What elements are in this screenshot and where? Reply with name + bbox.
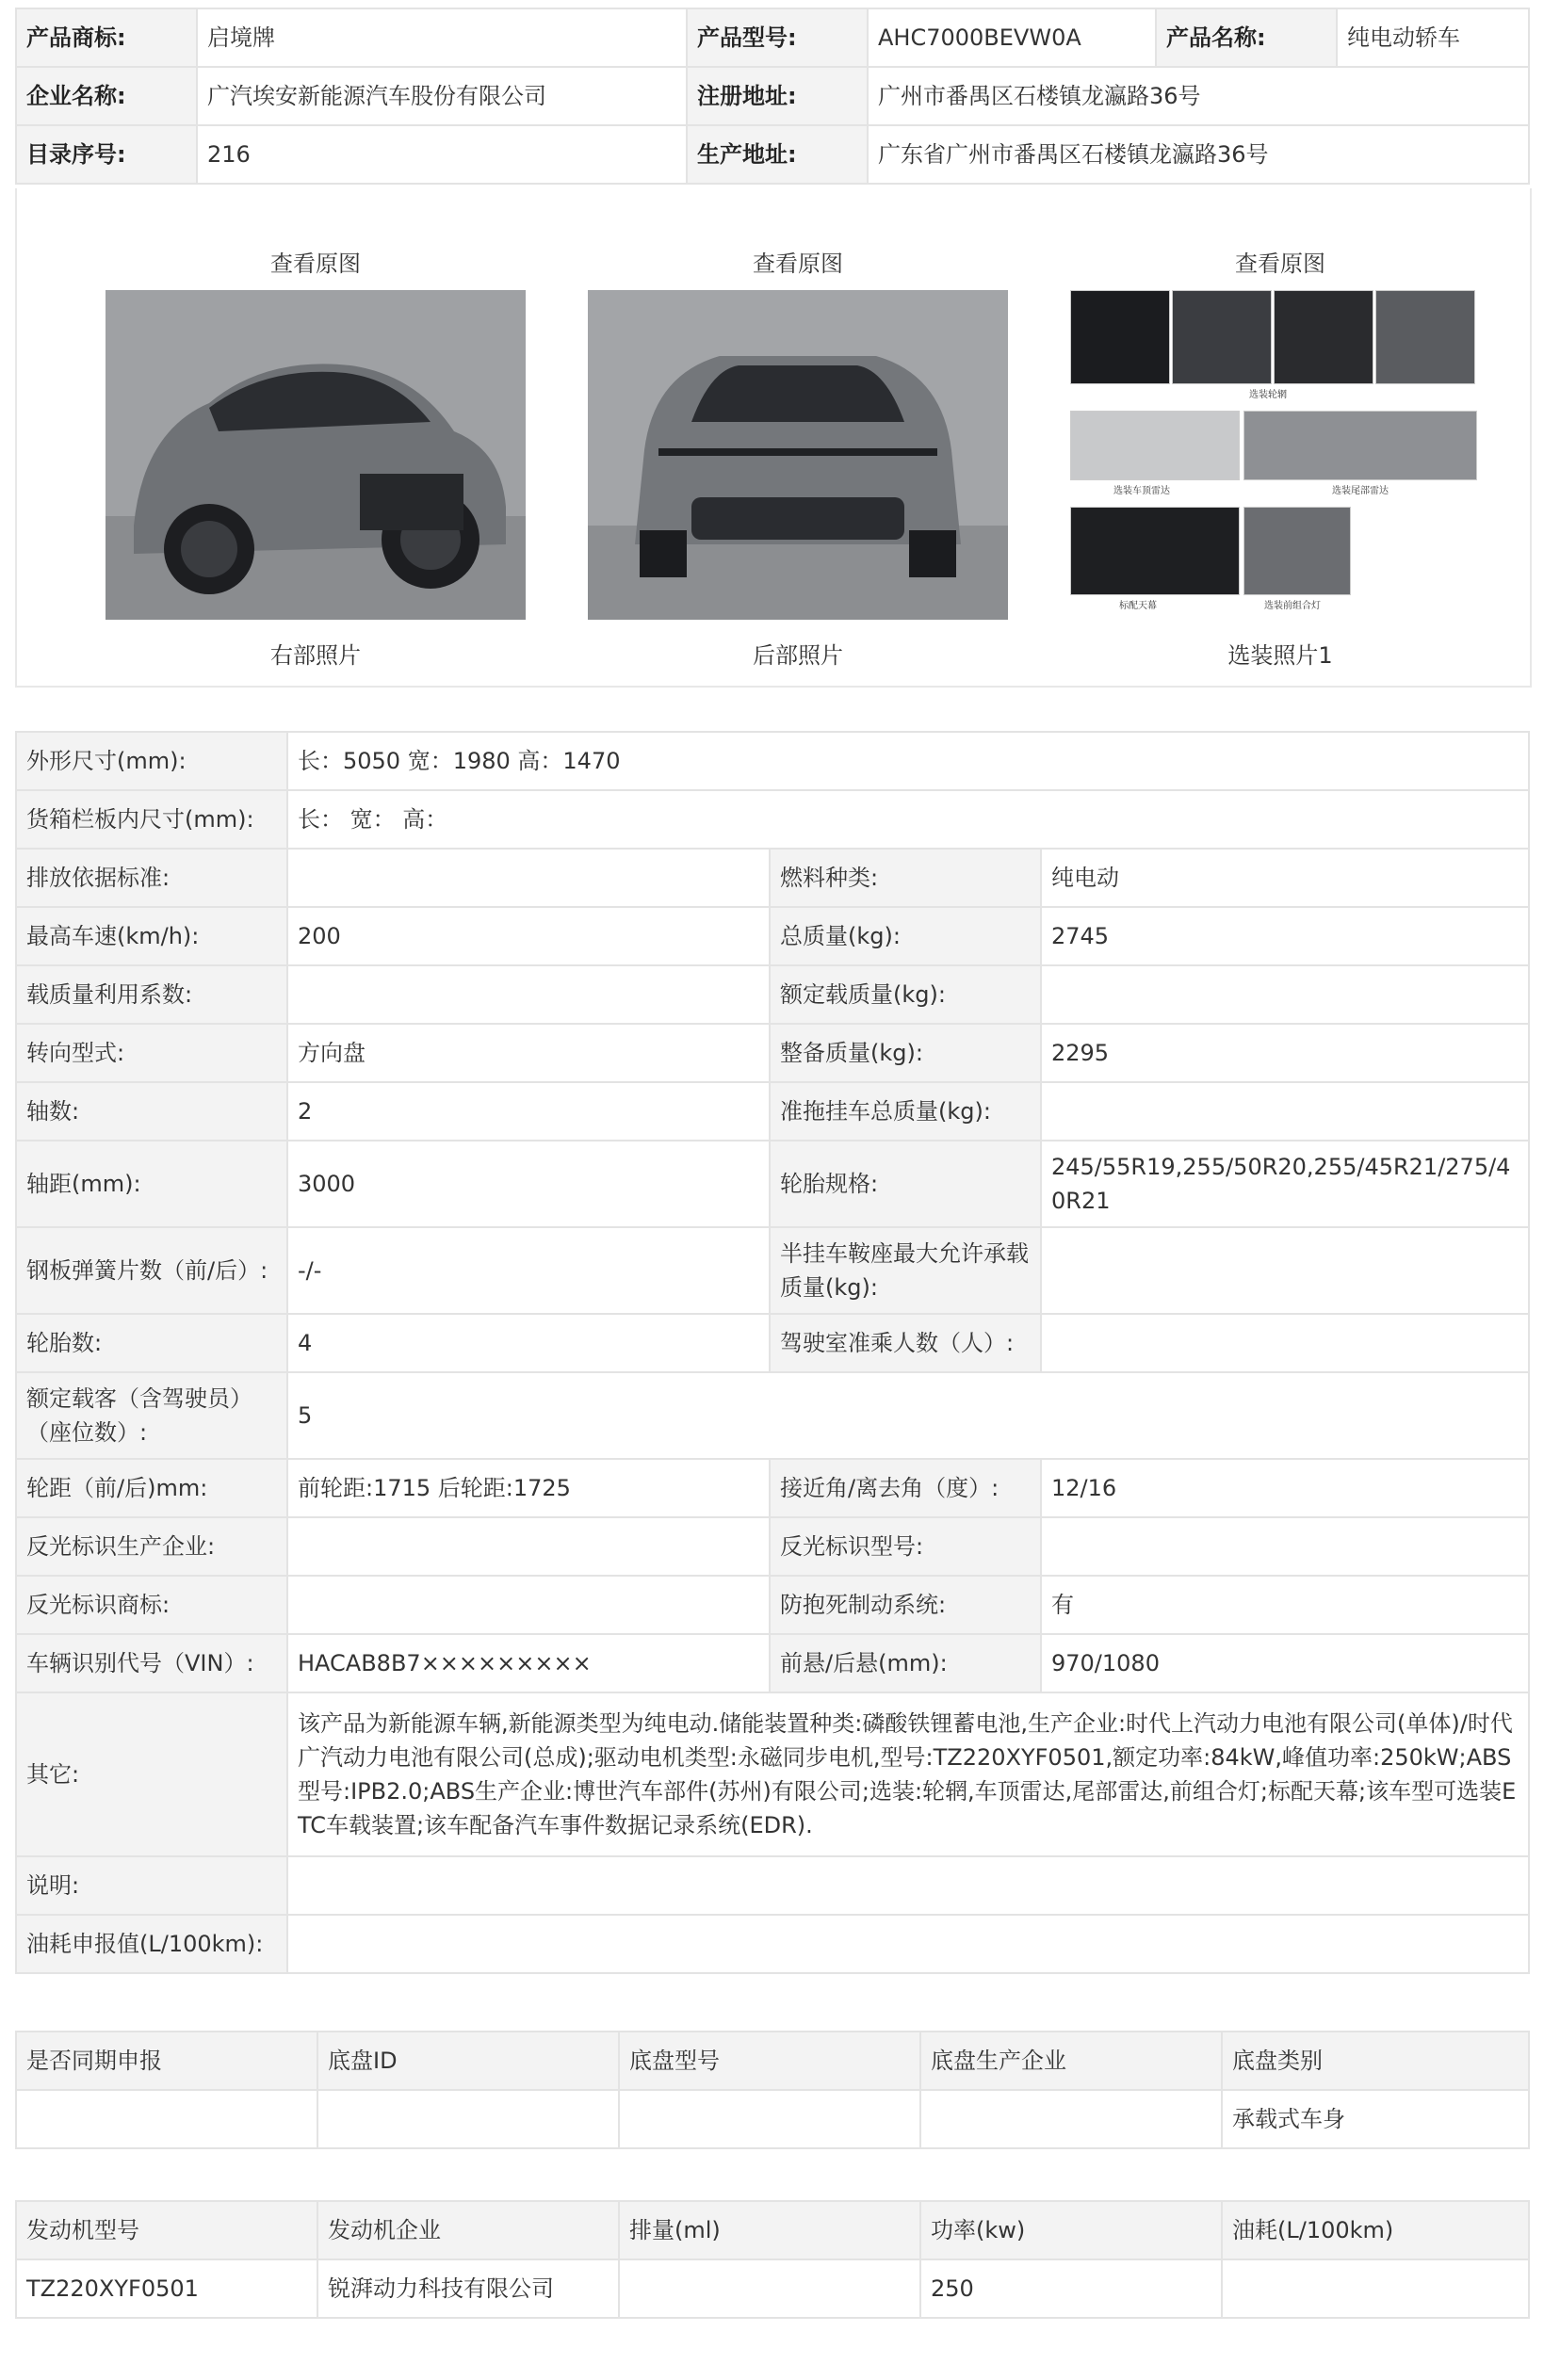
emission-label: 排放依据标准: <box>16 849 287 907</box>
chassis-cell-model <box>619 2090 920 2148</box>
prod-address-label: 生产地址: <box>687 125 868 184</box>
roof-radar-label: 选装车顶雷达 <box>1113 486 1170 496</box>
vin-label: 车辆识别代号（VIN）: <box>16 1634 287 1692</box>
wheel-option-3 <box>1274 290 1373 384</box>
saddle-load-label: 半挂车鞍座最大允许承载质量(kg): <box>770 1227 1041 1314</box>
angle-label: 接近角/离去角（度）: <box>770 1459 1041 1517</box>
engine-table <box>15 2200 1530 2319</box>
engine-header-maker: 发动机企业 <box>317 2201 619 2259</box>
curb-mass-value: 2295 <box>1041 1024 1529 1082</box>
brand-value: 启境牌 <box>197 8 687 67</box>
engine-cell-fuel <box>1222 2259 1529 2318</box>
tire-count-label: 轮胎数: <box>16 1314 287 1372</box>
engine-header-power: 功率(kw) <box>920 2201 1222 2259</box>
dims-value: 长：5050 宽：1980 高：1470 <box>287 732 1529 790</box>
view-original-link[interactable]: 查看原图 <box>1235 251 1325 277</box>
load-util-value <box>287 965 770 1024</box>
dims-label: 外形尺寸(mm): <box>16 732 287 790</box>
tire-count-value: 4 <box>287 1314 770 1372</box>
fuel-consumption-label: 油耗申报值(L/100km): <box>16 1915 287 1973</box>
engine-header-displacement: 排量(ml) <box>619 2201 920 2259</box>
catalog-number-label: 目录序号: <box>16 125 197 184</box>
chassis-cell-id <box>317 2090 619 2148</box>
load-util-label: 载质量利用系数: <box>16 965 287 1024</box>
canopy-label: 标配天幕 <box>1119 601 1157 611</box>
wheelbase-label: 轴距(mm): <box>16 1141 287 1227</box>
reflector-company-value <box>287 1517 770 1576</box>
tire-spec-label: 轮胎规格: <box>770 1141 1041 1227</box>
wheel-option-1 <box>1070 290 1170 384</box>
chassis-cell-maker <box>920 2090 1222 2148</box>
engine-cell-power: 250 <box>920 2259 1222 2318</box>
abs-value: 有 <box>1041 1576 1529 1634</box>
reg-address-value: 广州市番禺区石楼镇龙瀛路36号 <box>868 67 1529 125</box>
chassis-cell-type: 承载式车身 <box>1222 2090 1529 2148</box>
axles-value: 2 <box>287 1082 770 1141</box>
total-mass-value: 2745 <box>1041 907 1529 965</box>
engine-cell-displacement <box>619 2259 920 2318</box>
engine-cell-maker: 锐湃动力科技有限公司 <box>317 2259 619 2318</box>
brand-label: 产品商标: <box>16 8 197 67</box>
overhang-value: 970/1080 <box>1041 1634 1529 1692</box>
engine-header-model: 发动机型号 <box>16 2201 317 2259</box>
photo-rear <box>586 245 1010 674</box>
cab-capacity-label: 驾驶室准乘人数（人）: <box>770 1314 1041 1372</box>
reflector-brand-label: 反光标识商标: <box>16 1576 287 1634</box>
track-label: 轮距（前/后)mm: <box>16 1459 287 1517</box>
max-speed-label: 最高车速(km/h): <box>16 907 287 965</box>
rear-photo-caption: 后部照片 <box>753 642 843 669</box>
other-value: 该产品为新能源车辆,新能源类型为纯电动.储能装置种类:磷酸铁锂蓄电池,生产企业:时代上汽动力电池有限公司(单体)/时代广汽动力电池有限公司(总成);驱动电机类型:永磁同步电机,型号:TZ220XYF0501,额定功率:84kW,峰值功率:250kW;ABS型号:IPB2.0;ABS生产企业:博世汽车部件(苏州)有限公司;选装:轮辋,车顶雷达,尾部雷达,前组合灯;标配天幕;该车型可选装ETC车载装置;该车配备汽车事件数据记录系统(EDR). <box>287 1692 1529 1856</box>
options-photo-caption: 选装照片1 <box>1227 642 1333 669</box>
company-value: 广汽埃安新能源汽车股份有限公司 <box>197 67 687 125</box>
trailer-mass-value <box>1041 1082 1529 1141</box>
angle-value: 12/16 <box>1041 1459 1529 1517</box>
fuel-type-label: 燃料种类: <box>770 849 1041 907</box>
chassis-header-maker: 底盘生产企业 <box>920 2032 1222 2090</box>
chassis-cell-sync <box>16 2090 317 2148</box>
track-value: 前轮距:1715 后轮距:1725 <box>287 1459 770 1517</box>
reg-address-label: 注册地址: <box>687 67 868 125</box>
fuel-type-value: 纯电动 <box>1041 849 1529 907</box>
emission-value <box>287 849 770 907</box>
note-value <box>287 1856 1529 1915</box>
wheels-label: 选装轮辋 <box>1249 390 1287 400</box>
seats-label: 额定载客（含驾驶员）（座位数）: <box>16 1372 287 1459</box>
chassis-header-sync: 是否同期申报 <box>16 2032 317 2090</box>
other-label: 其它: <box>16 1692 287 1856</box>
rear-car-image[interactable] <box>588 290 1008 620</box>
rear-radar-label: 选装尾部雷达 <box>1332 486 1389 496</box>
company-label: 企业名称: <box>16 67 197 125</box>
wheel-option-4 <box>1375 290 1475 384</box>
front-lamp-image <box>1243 507 1351 595</box>
photo-right-side <box>104 245 528 674</box>
prod-address-value: 广东省广州市番禺区石楼镇龙瀛路36号 <box>868 125 1529 184</box>
photo-gallery <box>15 188 1532 688</box>
trailer-mass-label: 准拖挂车总质量(kg): <box>770 1082 1041 1141</box>
view-original-link[interactable]: 查看原图 <box>270 251 361 277</box>
reflector-model-label: 反光标识型号: <box>770 1517 1041 1576</box>
max-speed-value: 200 <box>287 907 770 965</box>
model-value: AHC7000BEVW0A <box>868 8 1156 67</box>
curb-mass-label: 整备质量(kg): <box>770 1024 1041 1082</box>
note-label: 说明: <box>16 1856 287 1915</box>
steering-value: 方向盘 <box>287 1024 770 1082</box>
catalog-number-value: 216 <box>197 125 687 184</box>
view-original-link[interactable]: 查看原图 <box>753 251 843 277</box>
steering-label: 转向型式: <box>16 1024 287 1082</box>
spring-value: -/- <box>287 1227 770 1314</box>
rated-load-value <box>1041 965 1529 1024</box>
engine-cell-model: TZ220XYF0501 <box>16 2259 317 2318</box>
vin-value: HACAB8B7××××××××× <box>287 1634 770 1692</box>
rated-load-label: 额定载质量(kg): <box>770 965 1041 1024</box>
front-lamp-label: 选装前组合灯 <box>1264 601 1321 611</box>
car-side-illustration <box>106 290 526 620</box>
options-collage-image[interactable] <box>1070 290 1490 620</box>
overhang-label: 前悬/后悬(mm): <box>770 1634 1041 1692</box>
rear-radar-image <box>1243 411 1477 480</box>
photo-options <box>1068 245 1492 674</box>
roof-radar-image <box>1070 411 1240 480</box>
right-side-car-image[interactable] <box>106 290 526 620</box>
cab-capacity-value <box>1041 1314 1529 1372</box>
axles-label: 轴数: <box>16 1082 287 1141</box>
wheel-option-2 <box>1172 290 1272 384</box>
reflector-model-value <box>1041 1517 1529 1576</box>
car-rear-illustration <box>588 290 1008 620</box>
abs-label: 防抱死制动系统: <box>770 1576 1041 1634</box>
seats-value: 5 <box>287 1372 1529 1459</box>
engine-header-fuel: 油耗(L/100km) <box>1222 2201 1529 2259</box>
product-name-value: 纯电动轿车 <box>1337 8 1529 67</box>
product-header-table <box>15 8 1530 185</box>
reflector-brand-value <box>287 1576 770 1634</box>
saddle-load-value <box>1041 1227 1529 1314</box>
spring-label: 钢板弹簧片数（前/后）: <box>16 1227 287 1314</box>
tire-spec-value: 245/55R19,255/50R20,255/45R21/275/40R21 <box>1041 1141 1529 1227</box>
fuel-consumption-value <box>287 1915 1529 1973</box>
chassis-header-model: 底盘型号 <box>619 2032 920 2090</box>
canopy-image <box>1070 507 1240 595</box>
chassis-table <box>15 2031 1530 2149</box>
spec-table <box>15 731 1530 1974</box>
right-photo-caption: 右部照片 <box>270 642 361 669</box>
product-name-label: 产品名称: <box>1156 8 1337 67</box>
cargo-value: 长： 宽： 高： <box>287 790 1529 849</box>
total-mass-label: 总质量(kg): <box>770 907 1041 965</box>
model-label: 产品型号: <box>687 8 868 67</box>
chassis-header-type: 底盘类别 <box>1222 2032 1529 2090</box>
wheelbase-value: 3000 <box>287 1141 770 1227</box>
reflector-company-label: 反光标识生产企业: <box>16 1517 287 1576</box>
cargo-label: 货箱栏板内尺寸(mm): <box>16 790 287 849</box>
chassis-header-id: 底盘ID <box>317 2032 619 2090</box>
